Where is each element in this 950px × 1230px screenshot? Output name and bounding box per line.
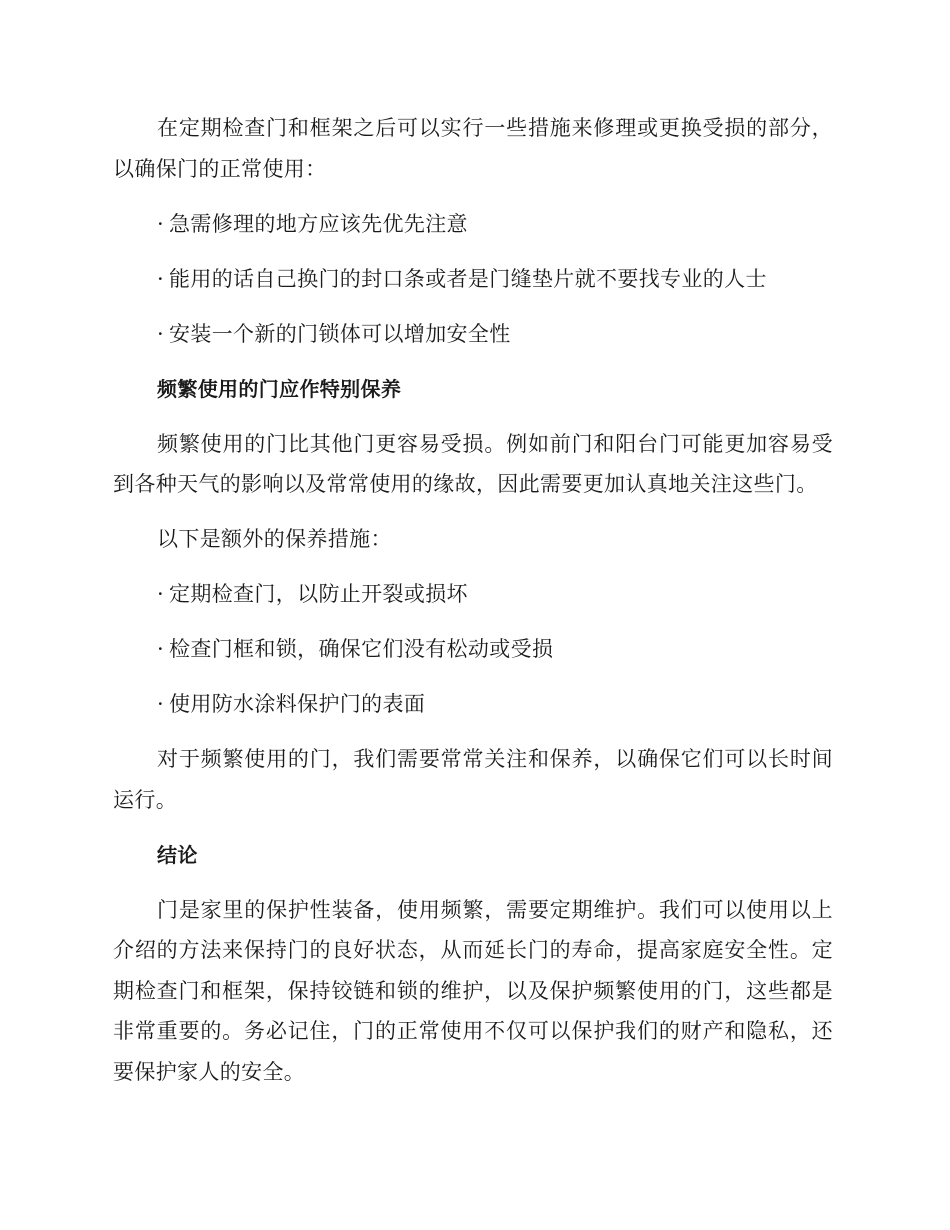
repair-bullet-1 <box>113 204 833 245</box>
bullet-mark: · <box>157 582 165 606</box>
section-heading-conclusion: 结论 <box>157 842 198 867</box>
maintenance-bullet-3 <box>113 684 833 725</box>
maintenance-bullet-2 <box>113 629 833 670</box>
bullet-mark: · <box>157 321 165 346</box>
frequent-paragraph-2: 以下是额外的保养措施： <box>157 527 392 551</box>
bullet-mark: · <box>157 637 165 661</box>
repair-bullet-2 <box>113 259 833 300</box>
bullet-text: 能用的话自己换门的封口条或者是门缝垫片就不要找专业的人士 <box>169 266 767 291</box>
repair-bullet-3 <box>113 314 833 355</box>
document-page <box>113 108 833 1092</box>
bullet-mark: · <box>157 266 165 291</box>
bullet-text: 急需修理的地方应该先优先注意 <box>169 211 468 236</box>
bullet-text: 使用防水涂料保护门的表面 <box>169 692 426 716</box>
bullet-mark: · <box>157 692 165 716</box>
section-heading-frequent: 频繁使用的门应作特别保养 <box>157 376 402 401</box>
frequent-paragraph-1: 频繁使用的门比其他门更容易受损。例如前门和阳台门可能更加容易受到各种天气的影响以及常常使用的缘故，因此需要更加认真地关注这些门。 <box>113 431 833 496</box>
bullet-text: 定期检查门，以防止开裂或损坏 <box>169 582 468 606</box>
frequent-paragraph-3: 对于频繁使用的门，我们需要常常关注和保养，以确保它们可以长时间运行。 <box>113 747 833 812</box>
maintenance-bullet-1 <box>113 574 833 615</box>
bullet-text: 安装一个新的门锁体可以增加安全性 <box>169 321 511 346</box>
conclusion-paragraph: 门是家里的保护性装备，使用频繁，需要定期维护。我们可以使用以上介绍的方法来保持门的良好状态，从而延长门的寿命，提高家庭安全性。定期检查门和框架，保持铰链和锁的维护，以及保护频繁使用的门，这些都是非常重要的。务必记住，门的正常使用不仅可以保护我们的财产和隐私，还要保护家人的安全。 <box>113 897 833 1084</box>
bullet-text: 检查门框和锁，确保它们没有松动或受损 <box>169 637 554 661</box>
intro-paragraph: 在定期检查门和框架之后可以实行一些措施来修理或更换受损的部分，以确保门的正常使用： <box>113 116 833 181</box>
bullet-mark: · <box>157 211 165 236</box>
